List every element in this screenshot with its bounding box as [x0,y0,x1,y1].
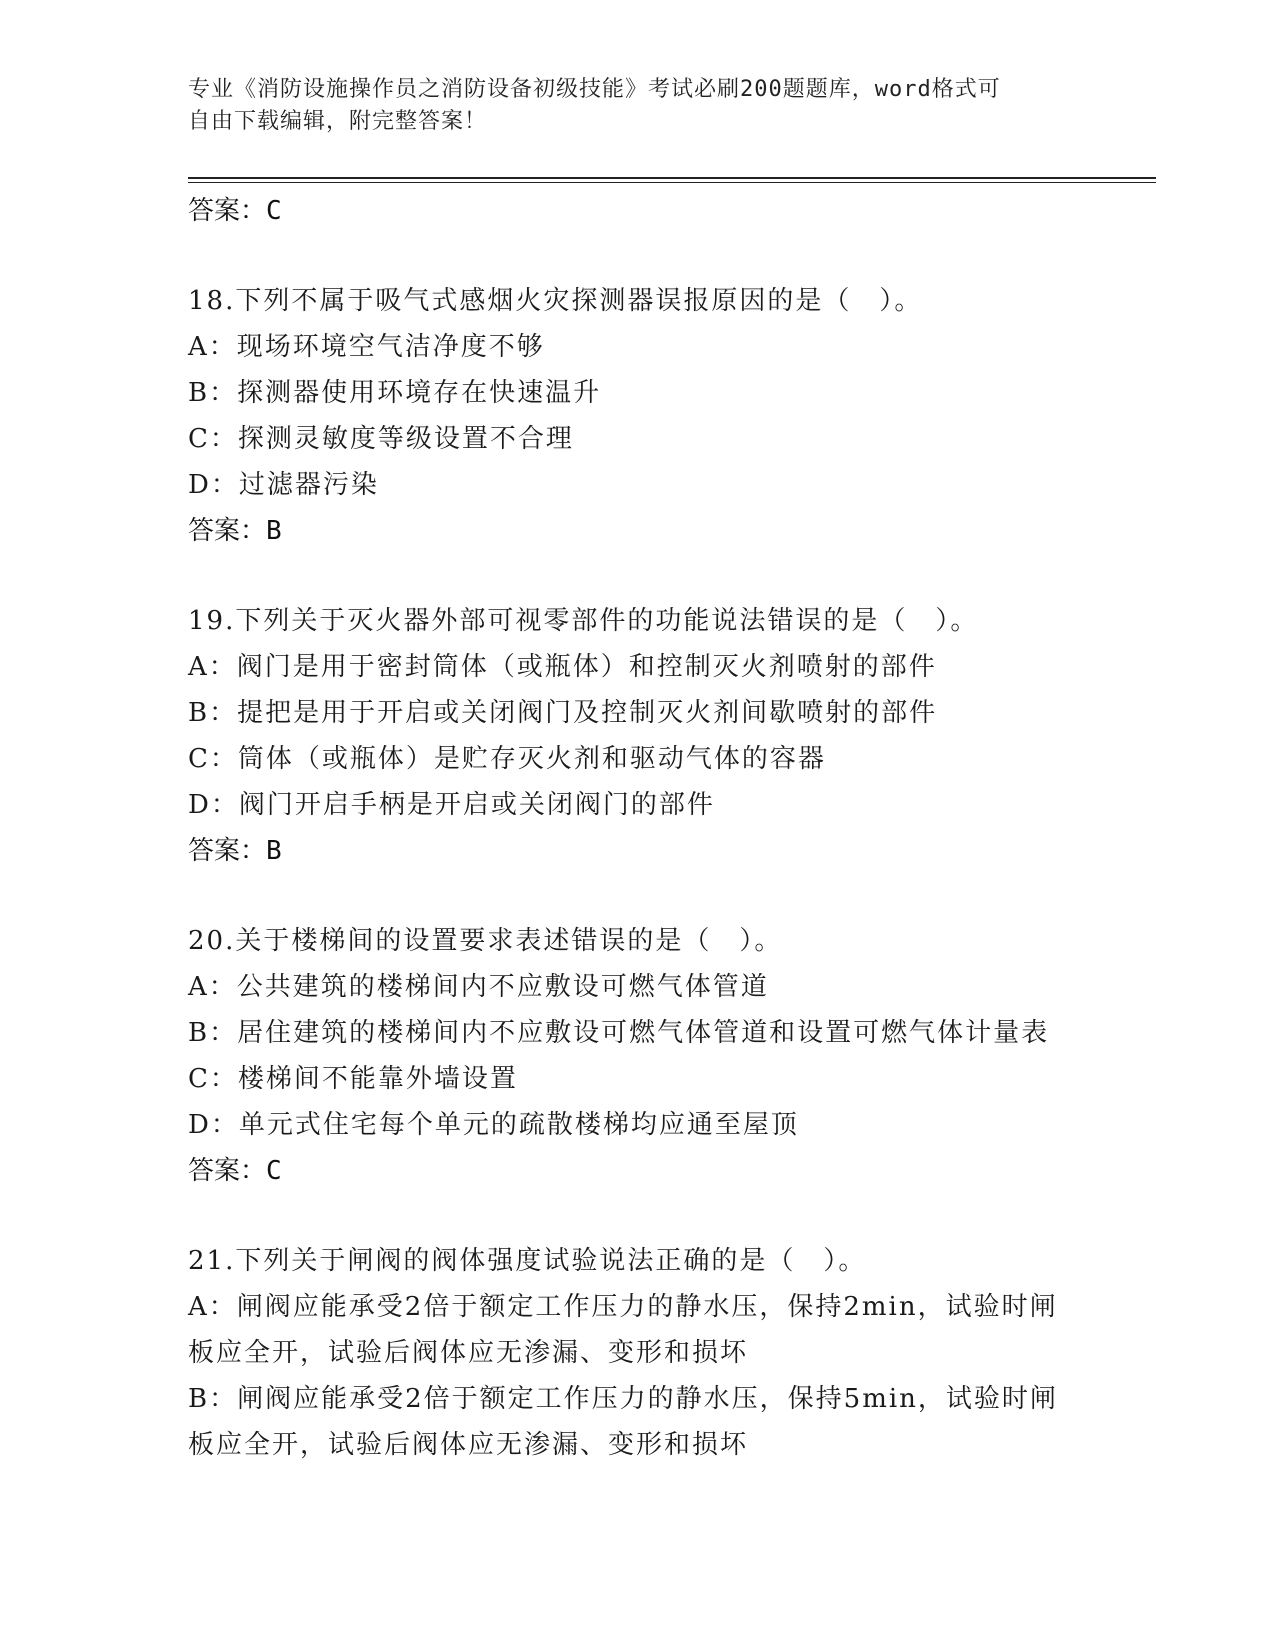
spacer [188,874,1148,918]
option-b-line-2: 板应全开，试验后阀体应无渗漏、变形和损坏 [188,1430,749,1460]
option-d: D：单元式住宅每个单元的疏散楼梯均应通至屋顶 [188,1110,799,1140]
header-line-1: 专业《消防设施操作员之消防设备初级技能》考试必刷200题题库，word格式可 [188,77,1001,102]
option-d: D：过滤器污染 [188,470,379,500]
option-d: D：阀门开启手柄是开启或关闭阀门的部件 [188,790,715,820]
question-stem: 20.关于楼梯间的设置要求表述错误的是（ ）。 [188,926,783,956]
question-list [188,188,1148,1468]
option-a-line-1: A：闸阀应能承受2倍于额定工作压力的静水压，保持2min，试验时闸 [188,1292,1058,1322]
question-19 [188,598,1148,874]
header-divider-thick [188,177,1156,179]
answer-label: 答案： [188,1156,267,1186]
spacer [188,554,1148,598]
answer-line [188,1148,1148,1194]
question-stem: 18.下列不属于吸气式感烟火灾探测器误报原因的是（ ）。 [188,286,923,316]
spacer [188,1194,1148,1238]
answer-value: C [266,1156,282,1186]
option-c: C：探测灵敏度等级设置不合理 [188,424,574,454]
question-18 [188,278,1148,554]
option-c: C：楼梯间不能靠外墙设置 [188,1064,518,1094]
answer-line [188,508,1148,554]
answer-value: B [266,836,282,866]
option-a-line-2: 板应全开，试验后阀体应无渗漏、变形和损坏 [188,1338,749,1368]
answer-value: B [266,516,282,546]
option-c: C：筒体（或瓶体）是贮存灭火剂和驱动气体的容器 [188,744,826,774]
answer-line-prev [188,188,1148,234]
option-a [188,1284,1088,1376]
answer-label: 答案： [188,516,267,546]
answer-label: 答案： [188,836,267,866]
spacer [188,234,1148,278]
question-21 [188,1238,1148,1468]
option-a: A：公共建筑的楼梯间内不应敷设可燃气体管道 [188,972,769,1002]
answer-label: 答案： [188,196,267,226]
option-b: B：提把是用于开启或关闭阀门及控制灭火剂间歇喷射的部件 [188,698,938,728]
answer-value: C [266,196,282,226]
option-b: B：居住建筑的楼梯间内不应敷设可燃气体管道和设置可燃气体计量表 [188,1018,1050,1048]
option-b: B：探测器使用环境存在快速温升 [188,378,602,408]
option-b [188,1376,1088,1468]
question-20 [188,918,1148,1194]
option-b-line-1: B：闸阀应能承受2倍于额定工作压力的静水压，保持5min，试验时闸 [188,1384,1058,1414]
document-header [188,74,1068,138]
answer-line [188,828,1148,874]
option-a: A：阀门是用于密封筒体（或瓶体）和控制灭火剂喷射的部件 [188,652,937,682]
option-a: A：现场环境空气洁净度不够 [188,332,545,362]
question-stem: 19.下列关于灭火器外部可视零部件的功能说法错误的是（ ）。 [188,606,979,636]
header-divider-thin [188,182,1156,183]
question-stem: 21.下列关于闸阀的阀体强度试验说法正确的是（ ）。 [188,1246,867,1276]
header-line-2: 自由下载编辑，附完整答案！ [188,109,488,134]
